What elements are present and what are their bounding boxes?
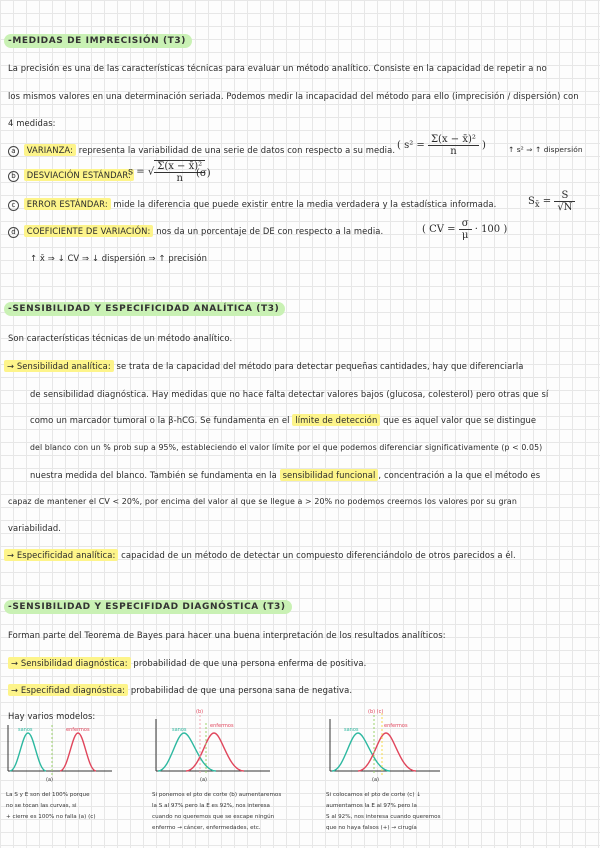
- intro-line-3: 4 medidas:: [8, 118, 56, 128]
- diagnostic-models-diagrams: [0, 705, 600, 785]
- models-label: Hay varios modelos:: [8, 711, 96, 721]
- term-spec-analitica: → Especificidad analítica:: [4, 549, 118, 561]
- term-sens-diagnostica: → Sensibilidad diagnóstica:: [8, 657, 131, 669]
- label-healthy-3: sanos: [344, 727, 359, 733]
- sens-analitica-line-6: capaz de mantener el CV < 20%, por encima del valor al que se llegue a > 20% no podemos creernos los valores por su gran: [8, 497, 517, 506]
- sens-analitica-line-7: variabilidad.: [8, 523, 62, 533]
- formula-cv: ( CV = $\frac{\sigma}{\mu}$ · 100 ): [422, 218, 508, 241]
- item-cv: [8, 226, 383, 238]
- caption-3-line-1: Si colocamos el pto de corte (c) ↓: [326, 792, 422, 798]
- model-diagram-3: [330, 709, 440, 783]
- section-title-analitica: -SENSIBILIDAD Y ESPECIFICIDAD ANALÍTICA (T3): [4, 302, 285, 316]
- sens-analitica-line-2: de sensibilidad diagnóstica. Hay medidas que no hace falta detectar valores bajos (glucosa, colesterol) pero otras que sí: [30, 389, 549, 399]
- sens-analitica-line-5: [30, 470, 540, 480]
- caption-3-line-4: que no haya falsos (+) → cirugía: [326, 825, 417, 831]
- model-diagram-1: [8, 725, 112, 783]
- intro-line-2: los mismos valores en una determinación seriada. Podemos medir la incapacidad del método para ello (imprecisión / dispersión) con: [8, 91, 579, 101]
- caption-2-line-2: la S al 97% pero la E es 92%, nos interesa: [152, 803, 270, 809]
- caption-model-2: [152, 790, 281, 834]
- curve-sick-3: [358, 733, 416, 771]
- sens-diagnostica-line: [8, 658, 366, 668]
- sens-analitica-line-4: del blanco con un % prob sup a 95%, estableciendo el valor límite por el que podemos diferenciar significativamente (p < 0.05): [30, 443, 543, 452]
- sens-analitica-line-3: [30, 415, 536, 425]
- term-spec-diagnostica: → Especifidad diagnóstica:: [8, 684, 128, 696]
- label-sick-2: enfermos: [210, 723, 234, 729]
- circle-b-icon: b: [8, 171, 19, 182]
- cut-label-1: (a): [46, 777, 53, 783]
- highlight-sens-funcional: sensibilidad funcional: [280, 469, 379, 481]
- caption-2-line-4: enfermo → cáncer, enfermedades, etc.: [152, 825, 261, 831]
- intro-analitica: Son características técnicas de un método analítico.: [8, 333, 233, 343]
- circle-a-icon: a: [8, 146, 19, 157]
- sens-analitica-text-3: como un marcador tumoral o la β-hCG. Se fundamenta en el: [30, 415, 290, 425]
- intro-line-1: La precisión es una de las características técnicas para evaluar un método analítico. Consiste en la capacidad de repetir a no: [8, 63, 547, 73]
- term-cv: COEFICIENTE DE VARIACIÓN:: [24, 225, 154, 237]
- label-healthy-2: sanos: [172, 727, 187, 733]
- curve-sick-2: [186, 733, 244, 771]
- caption-2-line-1: Si ponemos el pto de corte (b) aumentaremos: [152, 792, 282, 798]
- summary-line: ↑ x̄ ⇒ ↓ CV ⇒ ↓ dispersión ⇒ ↑ precisión: [30, 253, 207, 263]
- term-varianza: VARIANZA:: [24, 144, 76, 156]
- highlight-limite-deteccion: límite de detección: [292, 414, 380, 426]
- circle-d-icon: d: [8, 227, 19, 238]
- label-sick-1: enfermos: [66, 727, 90, 733]
- caption-1-line-3: + cierre es 100% no falla (a) (c): [6, 814, 96, 820]
- top-label-3: (b) (c): [368, 709, 384, 715]
- sens-analitica-text-1: se trata de la capacidad del método para detectar pequeñas cantidades, hay que diferenciarla: [116, 361, 524, 371]
- spec-analitica-line: [4, 550, 516, 560]
- item-varianza: [8, 145, 395, 157]
- label-sick-3: enfermos: [384, 723, 408, 729]
- term-error: ERROR ESTÁNDAR:: [24, 198, 111, 210]
- label-healthy-1: sanos: [18, 727, 33, 733]
- cut-label-3: (a): [372, 777, 379, 783]
- top-label-2: (b): [196, 709, 204, 715]
- formula-desviacion: s = √ $\frac{\text{Σ(x − x̄)²}}{n}$: [128, 160, 205, 184]
- circle-c-icon: c: [8, 200, 19, 211]
- intro-diagnostica: Forman parte del Teorema de Bayes para hacer una buena interpretación de los resultados analíticos:: [8, 630, 446, 640]
- caption-3-line-2: aumentamos la E al 97% pero la: [326, 803, 417, 809]
- note-varianza: ↑ s² ⇒ ↑ dispersión: [508, 145, 583, 154]
- caption-2-line-3: cuando no queremos que se escape ningún: [152, 814, 275, 820]
- note-desviacion: (σ): [196, 168, 211, 179]
- spec-analitica-text: capacidad de un método de detectar un compuesto diferenciándolo de otros parecidos a él.: [121, 550, 516, 560]
- spec-diagnostica-line: [8, 685, 352, 695]
- formula-varianza: ( s² = $\frac{\text{Σ(x − x̄)²}}{n}$ ): [397, 134, 486, 157]
- caption-model-3: [326, 790, 441, 834]
- term-sens-analitica: → Sensibilidad analítica:: [4, 360, 114, 372]
- sens-analitica-text-5: nuestra medida del blanco. También se fundamenta en la: [30, 470, 277, 480]
- text-varianza: representa la variabilidad de una serie de datos con respecto a su media.: [78, 145, 396, 155]
- text-cv: nos da un porcentaje de DE con respecto a la media.: [156, 226, 384, 236]
- curve-healthy-2: [158, 733, 216, 771]
- sens-analitica-line-1: [4, 361, 524, 371]
- formula-error: $S_{x̄}$ = $\frac{S}{√N}$: [528, 190, 575, 213]
- caption-1-line-1: La S y E son del 100% porque: [6, 792, 90, 798]
- text-error: mide la diferencia que puede existir entre la media verdadera y la estadística informada.: [113, 199, 497, 209]
- item-desviacion: [8, 170, 134, 182]
- curve-sick-1: [60, 733, 96, 771]
- item-error: [8, 199, 496, 211]
- section-title-diagnostica: -SENSIBILIDAD Y ESPECIFIDAD DIAGNÓSTICA (T3): [4, 600, 292, 614]
- curve-healthy-1: [10, 733, 46, 771]
- sens-analitica-text-3b: que es aquel valor que se distingue: [383, 415, 537, 425]
- section-title-imprecision: -MEDIDAS DE IMPRECISIÓN (T3): [4, 34, 192, 48]
- sens-analitica-text-5b: , concentración a la que el método es: [378, 470, 541, 480]
- caption-3-line-3: S al 92%, nos interesa cuando queremos: [326, 814, 441, 820]
- cut-label-2: (a): [200, 777, 207, 783]
- sens-diagnostica-text: probabilidad de que una persona enferma de positiva.: [133, 658, 367, 668]
- caption-1-line-2: no se tocan las curvas, si: [6, 803, 77, 809]
- caption-model-1: [6, 790, 96, 823]
- spec-diagnostica-text: probabilidad de que una persona sana de negativa.: [130, 685, 353, 695]
- model-diagram-2: [156, 709, 270, 783]
- term-desviacion: DESVIACIÓN ESTÁNDAR:: [24, 169, 134, 181]
